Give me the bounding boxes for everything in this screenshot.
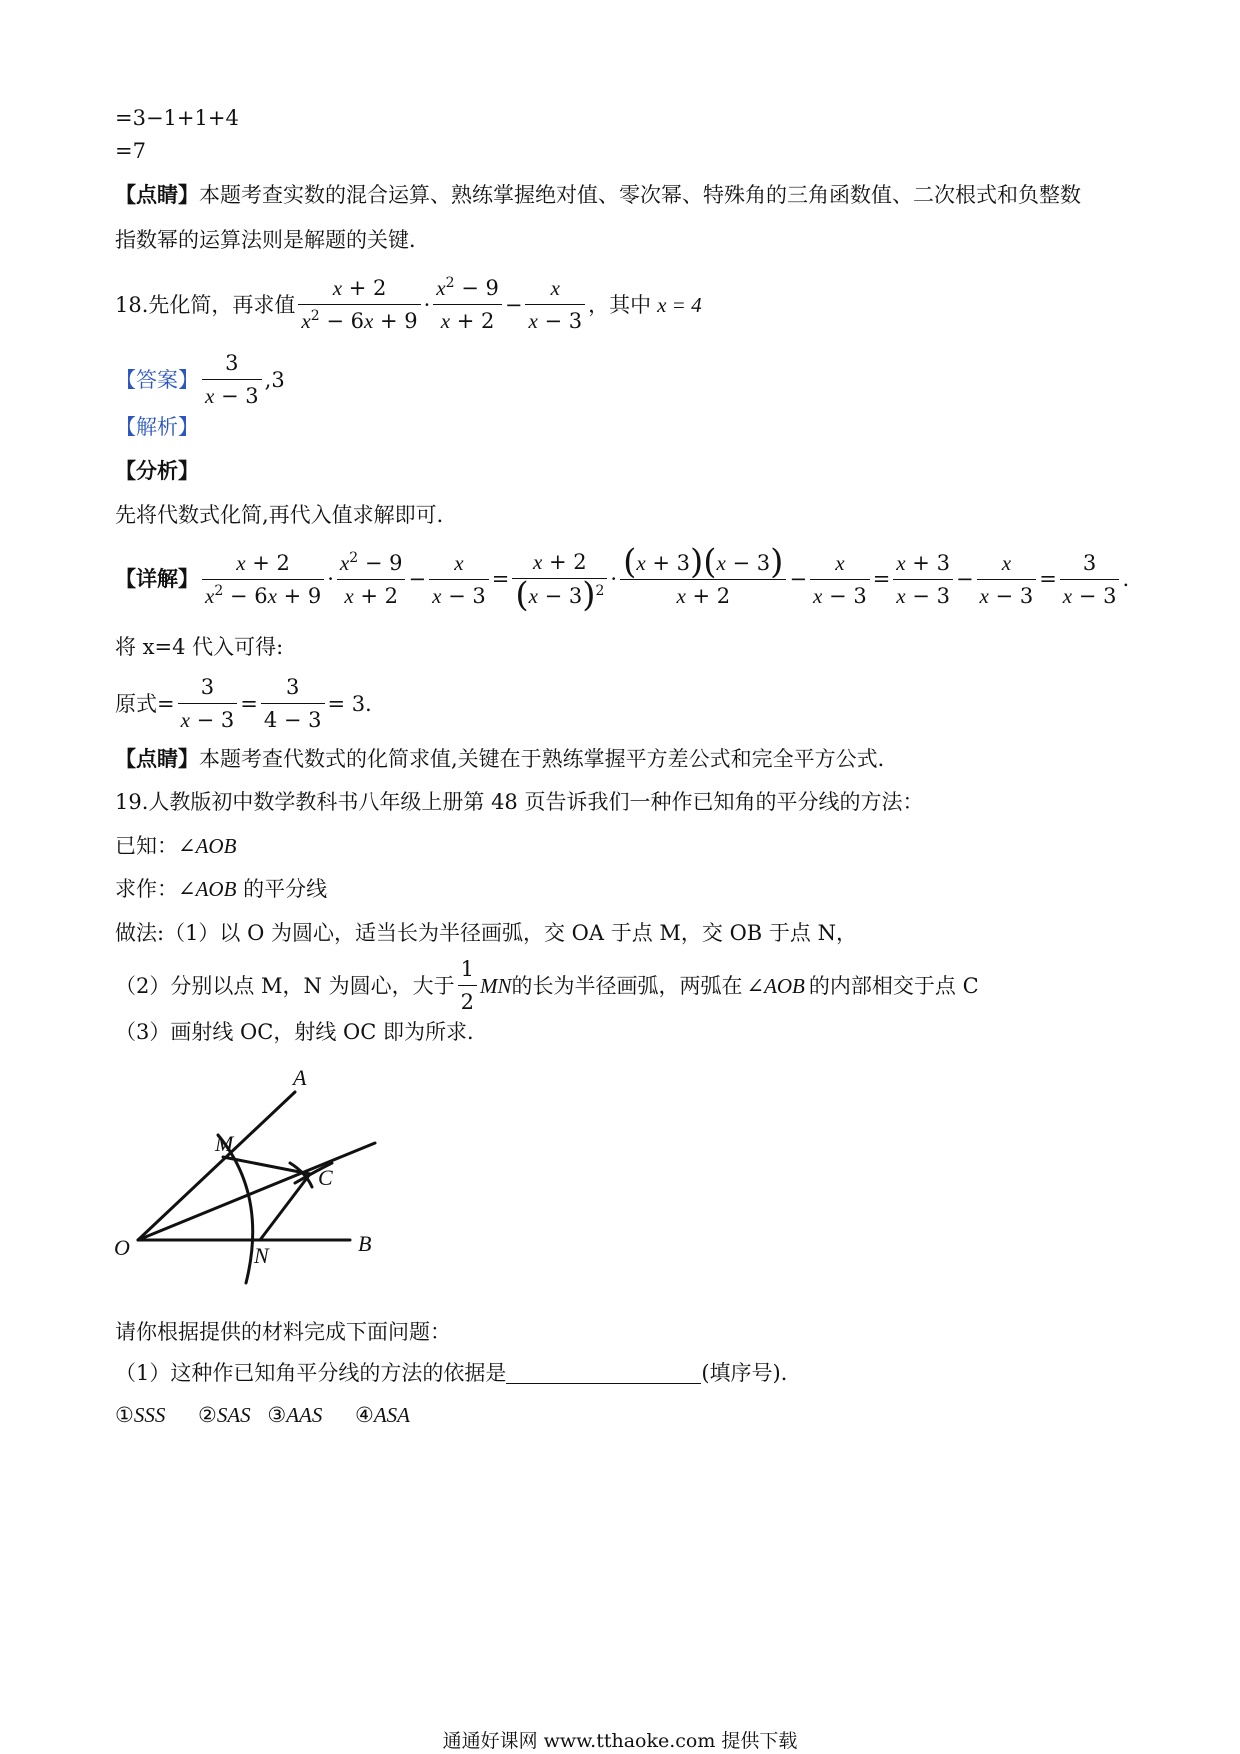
answer-label: 【答案】	[115, 367, 199, 392]
segment-nc	[260, 1174, 310, 1240]
q18-result: 原式= $\frac{3}{x - 3}$ = $\frac{3}{4 - 3}$ = 3．	[115, 671, 386, 736]
ask1-prefix: （1）这种作已知角平分线的方法的依据是	[115, 1361, 507, 1385]
dianjing-17-cont: 指数幂的运算法则是解题的关键．	[115, 228, 430, 252]
option-2: SAS	[216, 1403, 251, 1427]
find-expr: ∠AOB	[178, 877, 237, 901]
label-n: N	[254, 1243, 269, 1268]
q19-step1: 做法:（1）以 O 为圆心，适当长为半径画弧，交 OA 于点 M，交 OB 于点 N，	[115, 921, 857, 945]
ask1-suffix: (填序号)．	[701, 1361, 802, 1385]
q19-known	[115, 831, 236, 861]
fraction: $\frac{3}{x - 3}$	[1060, 547, 1120, 612]
q18-condition: x = 4	[657, 292, 702, 317]
q18-stem: 18.先化简，再求值 $\frac{x + 2}{x^2 - 6x + 9}$ · $\frac{x^2 - 9}{x + 2}$ − $\frac{x}{x - 3}$ ，其中 x = 4	[115, 272, 702, 337]
find-tail: 的平分线	[236, 877, 328, 901]
fenxi-label: 【分析】	[115, 458, 199, 483]
step2-c: 的内部相交于点 C	[808, 973, 979, 998]
step2-angle: ∠AOB	[746, 973, 805, 998]
detail-label: 【详解】	[115, 566, 199, 591]
label-o: O	[114, 1235, 130, 1260]
fraction: $\frac{x}{x - 3}$	[977, 547, 1037, 612]
answer-tail: ,3	[264, 367, 285, 392]
step2-b: 的长为半径画弧，两弧在	[511, 973, 743, 998]
dianjing-text: 本题考查实数的混合运算、熟练掌握绝对值、零次幂、特殊角的三角函数值、二次根式和负整数	[199, 183, 1081, 207]
find-label: 求作：	[115, 877, 178, 901]
fraction: $\frac{x^2 - 9}{x + 2}$	[433, 272, 502, 337]
fraction: $\frac{x + 2}{(x - 3)^2}$	[512, 546, 607, 612]
fraction: $\frac{1}{2}$	[458, 953, 477, 1018]
q18-answer	[115, 347, 285, 412]
q18-stem-prefix: 18.先化简，再求值	[115, 292, 296, 317]
option-4-mark: ④	[355, 1403, 374, 1427]
option-3: AAS	[286, 1403, 323, 1427]
q18-stem-suffix: ，其中	[588, 292, 652, 317]
dianjing-label: 【点睛】	[115, 746, 199, 771]
fraction: $\frac{3}{x - 3}$	[178, 671, 238, 736]
label-m: M	[215, 1131, 234, 1156]
fraction: $\frac{x}{x - 3}$	[429, 547, 489, 612]
calc-line-2: =7	[115, 139, 146, 163]
ask-intro: 请你根据提供的材料完成下面问题：	[115, 1320, 451, 1344]
fenxi-text: 先将代数式化简,再代入值求解即可．	[115, 503, 458, 527]
fraction: $\frac{x + 2}{x^2 - 6x + 9}$	[298, 272, 420, 337]
label-a: A	[293, 1065, 307, 1090]
option-1: SSS	[133, 1403, 166, 1427]
answer-blank[interactable]	[506, 1361, 701, 1384]
ray-oc	[138, 1143, 375, 1240]
option-2-mark: ②	[198, 1403, 217, 1427]
label-c: C	[318, 1165, 333, 1190]
q19-step2	[115, 953, 979, 1018]
q19-find	[115, 874, 327, 904]
options-row	[115, 1400, 410, 1430]
q19-step3: （3）画射线 OC，射线 OC 即为所求．	[115, 1020, 488, 1044]
fraction: $\frac{3}{x - 3}$	[202, 347, 262, 412]
angle-bisector-figure	[110, 1055, 440, 1295]
dianjing-18	[115, 744, 899, 774]
fraction: $\frac{x^2 - 9}{x + 2}$	[337, 547, 406, 612]
page-footer: 通通好课网 www.tthaoke.com 提供下载	[442, 1730, 798, 1752]
dianjing-label: 【点睛】	[115, 182, 199, 207]
jiexi-label: 【解析】	[115, 415, 199, 439]
result-tail: = 3．	[327, 691, 387, 716]
label-b: B	[358, 1231, 372, 1256]
fraction: $\frac{x}{x - 3}$	[810, 547, 870, 612]
fraction: $\frac{x + 2}{x^2 - 6x + 9}$	[202, 547, 324, 612]
dianjing-17	[115, 180, 1081, 210]
calc-line-1: =3−1+1+4	[115, 106, 239, 130]
known-label: 已知：	[115, 834, 178, 858]
option-3-mark: ③	[267, 1403, 287, 1427]
q19-stem: 19.人教版初中数学教科书八年级上册第 48 页告诉我们一种作已知角的平分线的方法：	[115, 790, 924, 814]
fraction: $\frac{x}{x - 3}$	[525, 272, 585, 337]
ask-1	[115, 1358, 802, 1388]
dianjing-text: 本题考查代数式的化简求值,关键在于熟练掌握平方差公式和完全平方公式．	[199, 747, 899, 771]
known-expr: ∠AOB	[178, 834, 237, 858]
fraction: $\frac{3}{4 - 3}$	[261, 671, 325, 736]
option-1-mark: ①	[115, 1403, 134, 1427]
orig-label: 原式=	[115, 691, 175, 716]
substitute-text: 将 x=4 代入可得:	[115, 635, 284, 659]
fraction: $\frac{(x + 3)(x - 3)}{x + 2}$	[620, 546, 786, 612]
step2-a: （2）分别以点 M，N 为圆心，大于	[115, 973, 455, 998]
step2-mn: MN	[479, 973, 512, 998]
q18-detail: 【详解】 $\frac{x + 2}{x^2 - 6x + 9}$ · $\frac{x^2 - 9}{x + 2}$ − $\frac{x}{x - 3}$ = $\frac{x + 2}{(x - 3)^2}$ · $\frac{(x + 3)(x - 3)}{x + 2}$ − $\frac{x}{x - 3}$ = $\frac{x + 3}{x - 3}$ − $\frac{x}{x - 3}$ = $\frac{3}{x - 3}$ .	[115, 542, 1130, 615]
fraction: $\frac{x + 3}{x - 3}$	[893, 547, 953, 612]
option-4: ASA	[373, 1403, 411, 1427]
